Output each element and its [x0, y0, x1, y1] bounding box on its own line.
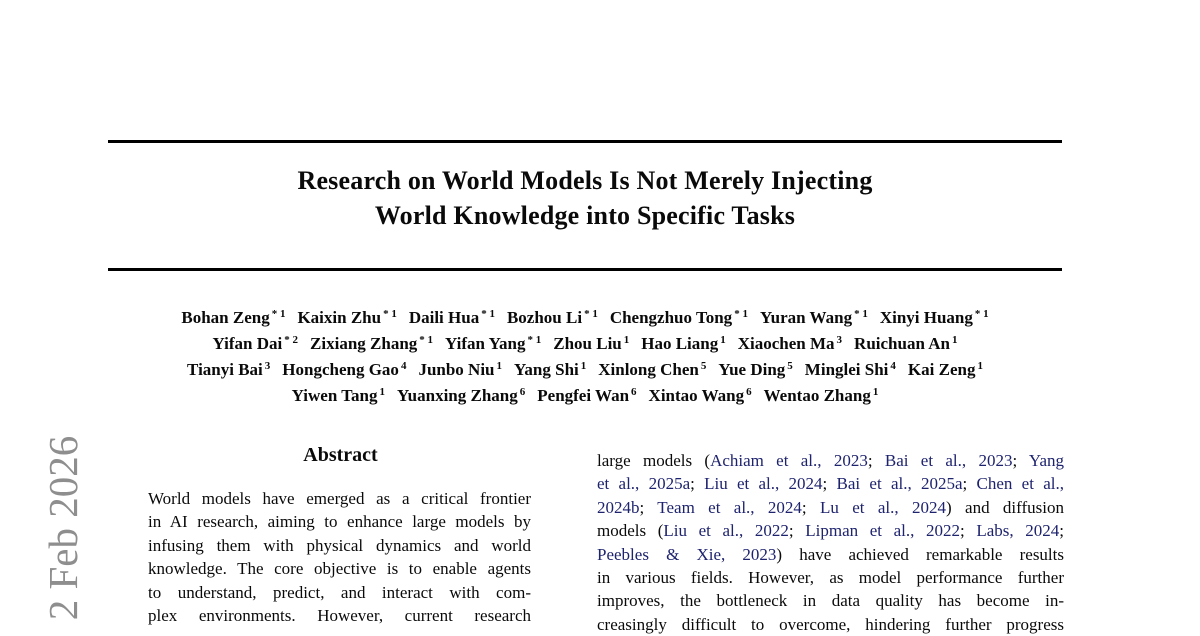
body-line	[597, 519, 1064, 542]
text-run: ;	[1059, 521, 1064, 541]
abstract-heading: Abstract	[303, 444, 378, 466]
body-line	[597, 449, 1064, 472]
citation-link[interactable]: et al., 2025a	[597, 474, 691, 494]
text-run: ;	[788, 521, 806, 541]
author-name: Xinyi Huang $^{* 1}$	[879, 308, 989, 327]
body-line	[597, 543, 1064, 566]
text-run: ) have achieved remarkable results	[776, 544, 1064, 564]
author-row	[108, 306, 1062, 332]
text-run: large models (	[597, 451, 711, 470]
citation-link[interactable]: Liu et al., 2024	[704, 474, 823, 494]
author-name: Daili Hua $^{* 1}$	[408, 308, 495, 327]
text-run: ;	[822, 474, 837, 494]
author-affiliation-superscript: 1	[580, 360, 587, 372]
author-affiliation-superscript: * 1	[584, 308, 598, 320]
body-line	[597, 613, 1064, 636]
author-affiliation-superscript: 1	[720, 334, 726, 346]
author-name: Xinlong Chen $^5$	[598, 360, 707, 379]
author-affiliation-superscript: * 1	[271, 308, 286, 320]
paper-title	[108, 163, 1062, 233]
text-run: ;	[639, 497, 658, 517]
title-rule-bottom	[108, 268, 1062, 271]
citation-link[interactable]: Liu et al., 2022	[663, 521, 789, 541]
citation-link[interactable]: Yang	[1028, 451, 1064, 470]
author-affiliation-superscript: 1	[623, 334, 630, 346]
abstract-line: to understand, predict, and interact with com-	[148, 582, 531, 602]
text-run: ;	[1012, 451, 1029, 470]
abstract-line: World models have emerged as a critical frontier	[148, 489, 531, 508]
author-name: Kaixin Zhu $^{* 1}$	[297, 308, 397, 327]
author-affiliation-superscript: 5	[700, 360, 707, 372]
author-affiliation-superscript: 6	[746, 386, 752, 398]
author-name: Zixiang Zhang $^{* 1}$	[310, 334, 434, 353]
paper-title-line-1: Research on World Models Is Not Merely Injecting	[297, 166, 873, 195]
author-name: Xiaochen Ma $^3$	[737, 334, 843, 353]
author-affiliation-superscript: * 1	[854, 308, 868, 320]
author-name: Pengfei Wan $^6$	[537, 386, 637, 405]
text-run: ;	[962, 474, 977, 494]
author-affiliation-superscript: 1	[496, 360, 503, 372]
author-affiliation-superscript: 3	[836, 334, 843, 346]
text-run: improves, the bottleneck in data quality has become in-	[597, 591, 1064, 611]
text-run: ) and diffusion	[946, 497, 1064, 517]
citation-link[interactable]: Bai et al., 2023	[884, 451, 1013, 470]
author-name: Minglei Shi $^4$	[804, 360, 896, 379]
citation-link[interactable]: Lipman et al., 2022	[805, 521, 960, 541]
author-row	[108, 384, 1062, 410]
author-affiliation-superscript: 6	[519, 386, 526, 398]
citation-link[interactable]: Labs, 2024	[976, 521, 1060, 541]
text-run: ;	[690, 474, 705, 494]
author-name: Hongcheng Gao $^4$	[282, 360, 407, 379]
author-affiliation-superscript: * 1	[974, 308, 989, 320]
author-name: Bozhou Li $^{* 1}$	[506, 308, 598, 327]
body-line	[597, 566, 1064, 589]
abstract-line: infusing them with physical dynamics and world	[148, 535, 531, 555]
author-name: Yuran Wang $^{* 1}$	[759, 308, 868, 327]
body-line	[597, 589, 1064, 612]
author-name: Kai Zeng $^1$	[907, 360, 983, 379]
author-row	[108, 332, 1062, 358]
author-name: Yuanxing Zhang $^6$	[396, 386, 526, 405]
author-name: Yiwen Tang $^1$	[291, 386, 385, 405]
text-run: in various fields. However, as model performance further	[597, 568, 1064, 588]
author-name: Junbo Niu $^1$	[418, 360, 503, 379]
author-affiliation-superscript: 4	[890, 360, 896, 372]
author-name: Xintao Wang $^6$	[648, 386, 752, 405]
abstract-line: plex environments. However, current research	[148, 606, 531, 626]
author-name: Tianyi Bai $^3$	[187, 360, 271, 379]
author-affiliation-superscript: 1	[379, 386, 385, 398]
intro-text	[597, 449, 1064, 636]
author-name: Yue Ding $^5$	[718, 360, 793, 379]
author-affiliation-superscript: 1	[977, 360, 983, 372]
abstract-line: knowledge. The core objective is to enable agents	[148, 559, 531, 579]
citation-link[interactable]: 2024b	[597, 497, 640, 517]
author-name: Wentao Zhang $^1$	[763, 386, 879, 405]
citation-link[interactable]: Peebles & Xie, 2023	[597, 544, 777, 564]
abstract-line: in AI research, aiming to enhance large models by	[148, 512, 531, 532]
text-run: ;	[801, 497, 820, 517]
author-name: Bohan Zeng $^{* 1}$	[181, 308, 286, 327]
author-affiliation-superscript: 1	[951, 334, 958, 346]
author-affiliation-superscript: 3	[264, 360, 271, 372]
title-rule-top	[108, 140, 1062, 143]
author-affiliation-superscript: * 1	[481, 308, 495, 320]
arxiv-date-watermark: 2 Feb 2026	[40, 435, 86, 621]
author-name: Yang Shi $^1$	[514, 360, 587, 379]
author-name: Chengzhuo Tong $^{* 1}$	[609, 308, 748, 327]
text-run: models (	[597, 521, 664, 541]
text-run: creasingly difficult to overcome, hindering further progress	[597, 614, 1064, 634]
body-line	[597, 496, 1064, 519]
citation-link[interactable]: Lu et al., 2024	[820, 497, 946, 517]
author-name: Hao Liang $^1$	[641, 334, 726, 353]
author-name: Zhou Liu $^1$	[553, 334, 630, 353]
author-list	[108, 306, 1062, 410]
author-row	[108, 358, 1062, 384]
author-affiliation-superscript: 1	[872, 386, 879, 398]
author-affiliation-superscript: * 2	[284, 334, 299, 346]
author-affiliation-superscript: 6	[631, 386, 637, 398]
citation-link[interactable]: Bai et al., 2025a	[836, 474, 963, 494]
text-run: ;	[867, 451, 885, 470]
author-affiliation-superscript: 5	[787, 360, 793, 372]
paper-title-line-2: World Knowledge into Specific Tasks	[374, 201, 796, 230]
author-name: Ruichuan An $^1$	[854, 334, 958, 353]
citation-link[interactable]: Chen et al.,	[976, 474, 1064, 494]
body-line	[597, 472, 1064, 495]
citation-link[interactable]: Team et al., 2024	[657, 497, 802, 517]
author-name: Yifan Yang $^{* 1}$	[445, 334, 542, 353]
text-run: ;	[960, 521, 977, 541]
author-affiliation-superscript: * 1	[383, 308, 397, 320]
abstract-text	[148, 487, 531, 627]
citation-link[interactable]: Achiam et al., 2023	[710, 451, 868, 470]
author-name: Yifan Dai $^{* 2}$	[212, 334, 299, 353]
author-affiliation-superscript: * 1	[527, 334, 542, 346]
author-affiliation-superscript: * 1	[734, 308, 748, 320]
author-affiliation-superscript: 4	[400, 360, 407, 372]
author-affiliation-superscript: * 1	[419, 334, 434, 346]
